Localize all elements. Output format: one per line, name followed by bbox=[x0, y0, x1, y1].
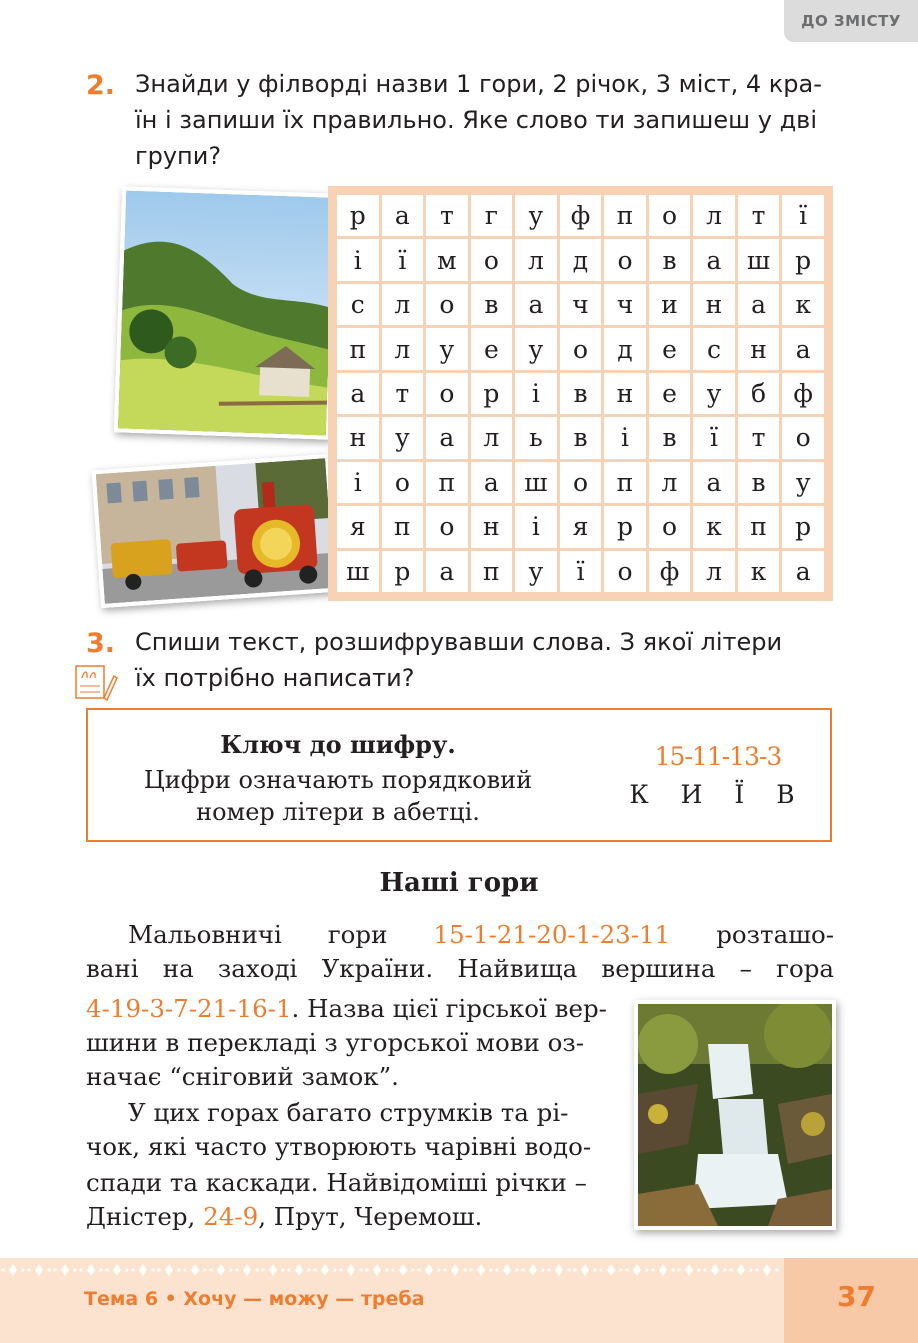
task-3-line: їх потрібно написати? bbox=[135, 664, 415, 692]
grid-cell: с bbox=[693, 328, 734, 369]
grid-cell: к bbox=[782, 284, 824, 325]
cipher-code: 4-19-3-7-21-16-1 bbox=[86, 994, 292, 1023]
grid-cell: і bbox=[337, 239, 379, 280]
mountain-landscape-photo bbox=[114, 186, 338, 439]
story-line-6: У цих горах багато струмків та рі- bbox=[128, 1098, 569, 1127]
grid-cell: е bbox=[471, 328, 512, 369]
grid-cell: о bbox=[604, 551, 645, 593]
grid-cell: т bbox=[738, 417, 780, 458]
grid-cell: о bbox=[649, 195, 691, 236]
grid-cell: ч bbox=[560, 284, 602, 325]
grid-cell: у bbox=[782, 462, 824, 503]
cipher-key-title: Ключ до шифру. bbox=[220, 730, 456, 759]
grid-row bbox=[337, 373, 824, 414]
grid-cell: к bbox=[738, 551, 780, 593]
grid-cell: п bbox=[738, 506, 780, 547]
grid-row bbox=[337, 328, 824, 369]
grid-cell: а bbox=[382, 195, 423, 236]
grid-cell: о bbox=[560, 462, 602, 503]
grid-cell: л bbox=[693, 195, 734, 236]
ornament-border-icon bbox=[0, 1262, 780, 1278]
grid-row bbox=[337, 506, 824, 547]
footer-topic: Тема 6 • Хочу — можу — треба bbox=[84, 1288, 425, 1310]
story-line-9 bbox=[86, 1200, 482, 1234]
task-3-text bbox=[135, 624, 782, 696]
grid-cell: л bbox=[693, 551, 734, 593]
task-3-number: 3. bbox=[86, 628, 116, 659]
tourist-train-photo bbox=[91, 454, 338, 608]
cipher-key-description bbox=[88, 764, 588, 828]
story-text: Мальовничі гори bbox=[128, 920, 388, 949]
grid-cell: ї bbox=[560, 551, 602, 593]
grid-cell: а bbox=[782, 328, 824, 369]
grid-cell: н bbox=[471, 506, 512, 547]
grid-cell: и bbox=[649, 284, 691, 325]
grid-cell: у bbox=[426, 328, 468, 369]
grid-cell: т bbox=[738, 195, 780, 236]
grid-cell: а bbox=[426, 417, 468, 458]
grid-cell: і bbox=[337, 462, 379, 503]
grid-cell: у bbox=[382, 417, 423, 458]
grid-row bbox=[337, 417, 824, 458]
story-text: розташо- bbox=[716, 920, 835, 949]
grid-cell: о bbox=[426, 284, 468, 325]
cipher-key-desc-line: номер літери в абетці. bbox=[196, 798, 480, 826]
grid-cell: д bbox=[560, 239, 602, 280]
grid-cell: ї bbox=[693, 417, 734, 458]
grid-cell: т bbox=[382, 373, 423, 414]
cipher-key-desc-line: Цифри означають порядковий bbox=[143, 766, 533, 794]
grid-row bbox=[337, 239, 824, 280]
grid-cell: п bbox=[604, 462, 645, 503]
story-line-3 bbox=[86, 992, 607, 1026]
grid-cell: ш bbox=[515, 462, 557, 503]
grid-cell: м bbox=[426, 239, 468, 280]
story-line-8: спади та каскади. Найвідоміші річки – bbox=[86, 1168, 587, 1197]
grid-cell: в bbox=[471, 284, 512, 325]
story-title: Наші гори bbox=[379, 868, 539, 898]
grid-cell: р bbox=[604, 506, 645, 547]
grid-cell: л bbox=[382, 328, 423, 369]
grid-cell: ь bbox=[515, 417, 557, 458]
task-2-number: 2. bbox=[86, 70, 116, 101]
story-text: Дністер, bbox=[86, 1202, 196, 1231]
word-search-grid bbox=[328, 186, 833, 601]
grid-cell: р bbox=[337, 195, 379, 236]
grid-cell: у bbox=[693, 373, 734, 414]
grid-cell: ї bbox=[382, 239, 423, 280]
grid-row bbox=[337, 195, 824, 236]
task-2-line: Знайди у філворді назви 1 гори, 2 річок, 3 міст, 4 кра- bbox=[135, 70, 822, 98]
grid-cell: у bbox=[515, 328, 557, 369]
grid-cell: л bbox=[382, 284, 423, 325]
grid-row bbox=[337, 551, 824, 593]
grid-cell: в bbox=[649, 239, 691, 280]
grid-cell: в bbox=[560, 373, 602, 414]
story-line-4: шини в перекладі з угорської мови оз- bbox=[86, 1028, 585, 1057]
grid-row bbox=[337, 284, 824, 325]
grid-cell: а bbox=[693, 239, 734, 280]
grid-cell: о bbox=[604, 239, 645, 280]
grid-cell: і bbox=[604, 417, 645, 458]
grid-row bbox=[337, 462, 824, 503]
story-line-5: начає “сніговий замок”. bbox=[86, 1062, 399, 1091]
grid-cell: ф bbox=[782, 373, 824, 414]
grid-cell: л bbox=[649, 462, 691, 503]
grid-cell: а bbox=[782, 551, 824, 593]
grid-cell: а bbox=[471, 462, 512, 503]
task-2-line: групи? bbox=[135, 142, 222, 170]
story-line-1 bbox=[86, 918, 834, 952]
grid-cell: н bbox=[604, 373, 645, 414]
cipher-code: 24-9 bbox=[203, 1202, 259, 1231]
story-line-7: чок, які часто утворюють чарівні водо- bbox=[86, 1132, 592, 1161]
grid-cell: р bbox=[471, 373, 512, 414]
task-3-line: Спиши текст, розшифрувавши слова. З якої літери bbox=[135, 628, 783, 656]
grid-cell: о bbox=[426, 373, 468, 414]
grid-cell: н bbox=[738, 328, 780, 369]
grid-cell: а bbox=[738, 284, 780, 325]
page-number: 37 bbox=[837, 1280, 876, 1313]
grid-cell: у bbox=[515, 551, 557, 593]
write-pencil-icon bbox=[74, 662, 118, 702]
grid-cell: я bbox=[337, 506, 379, 547]
grid-cell: а bbox=[515, 284, 557, 325]
cipher-code: 15-1-21-20-1-23-11 bbox=[433, 920, 671, 949]
grid-cell: п bbox=[604, 195, 645, 236]
grid-cell: ї bbox=[782, 195, 824, 236]
story-text: , Прут, Черемош. bbox=[258, 1202, 483, 1231]
grid-cell: л bbox=[515, 239, 557, 280]
grid-cell: к bbox=[693, 506, 734, 547]
grid-cell: н bbox=[693, 284, 734, 325]
grid-cell: я bbox=[560, 506, 602, 547]
grid-cell: б bbox=[738, 373, 780, 414]
grid-cell: ф bbox=[649, 551, 691, 593]
waterfall-photo bbox=[634, 1000, 836, 1230]
grid-cell: п bbox=[337, 328, 379, 369]
grid-cell: ч bbox=[604, 284, 645, 325]
grid-cell: ш bbox=[738, 239, 780, 280]
grid-cell: р bbox=[382, 551, 423, 593]
grid-cell: т bbox=[426, 195, 468, 236]
task-2-line: їн і запиши їх правильно. Яке слово ти запишеш у дві bbox=[135, 106, 817, 134]
grid-cell: с bbox=[337, 284, 379, 325]
grid-cell: п bbox=[382, 506, 423, 547]
grid-cell: ф bbox=[560, 195, 602, 236]
grid-cell: р bbox=[782, 506, 824, 547]
grid-cell: о bbox=[426, 506, 468, 547]
grid-cell: р bbox=[782, 239, 824, 280]
cipher-example-word: К И Ї В bbox=[629, 780, 807, 809]
grid-cell: в bbox=[560, 417, 602, 458]
grid-cell: о bbox=[471, 239, 512, 280]
story-line-2: вані на заході України. Найвища вершина – гора bbox=[86, 954, 834, 983]
grid-cell: о bbox=[782, 417, 824, 458]
cipher-key-box bbox=[86, 708, 832, 842]
grid-cell: п bbox=[471, 551, 512, 593]
grid-cell: г bbox=[471, 195, 512, 236]
grid-cell: в bbox=[649, 417, 691, 458]
cipher-example-code: 15-11-13-3 bbox=[654, 742, 782, 771]
table-of-contents-button[interactable]: ДО ЗМІСТУ bbox=[784, 0, 918, 42]
grid-cell: о bbox=[649, 506, 691, 547]
grid-cell: п bbox=[426, 462, 468, 503]
grid-cell: ш bbox=[337, 551, 379, 593]
grid-cell: н bbox=[337, 417, 379, 458]
story-text: . Назва цієї гірської вер- bbox=[291, 994, 607, 1023]
grid-cell: д bbox=[604, 328, 645, 369]
grid-cell: е bbox=[649, 373, 691, 414]
grid-cell: і bbox=[515, 373, 557, 414]
grid-cell: і bbox=[515, 506, 557, 547]
grid-cell: у bbox=[515, 195, 557, 236]
grid-cell: а bbox=[426, 551, 468, 593]
grid-cell: е bbox=[649, 328, 691, 369]
grid-cell: в bbox=[738, 462, 780, 503]
grid-cell: а bbox=[693, 462, 734, 503]
word-search-table bbox=[334, 192, 827, 595]
task-2-text bbox=[135, 66, 822, 174]
grid-cell: о bbox=[560, 328, 602, 369]
grid-cell: л bbox=[471, 417, 512, 458]
grid-cell: а bbox=[337, 373, 379, 414]
grid-cell: о bbox=[382, 462, 423, 503]
